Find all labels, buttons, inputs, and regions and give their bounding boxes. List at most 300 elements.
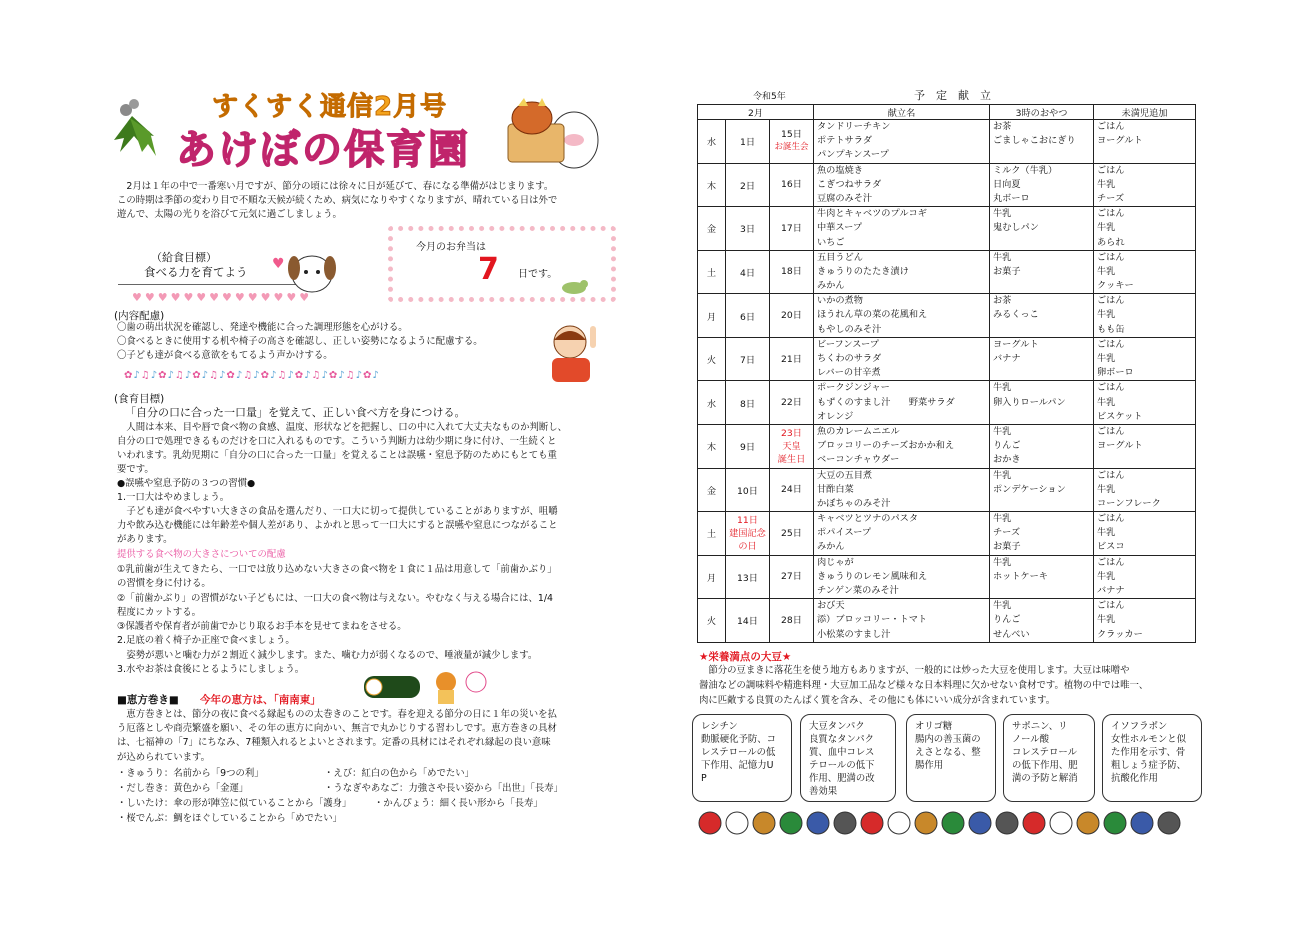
habit-1-line-1: 子ども達が食べやすい大きさの食品を選んだり、一口大に切って提供していることがありますが、咀嚼 [117,506,558,517]
menu-extra-item: 卵ボーロ [1097,367,1134,379]
ingredient-shrimp: ・えび：紅白の色から「めでたい」 [324,768,475,779]
menu-dishes-cell [814,120,990,164]
menu-extra-cell [1094,555,1196,599]
menu-snack-item: みるくっこ [993,309,1039,321]
day-of-week: 月 [698,555,726,599]
menu-snack-item: チーズ [993,527,1021,539]
bubble-isoflavone [1102,714,1202,802]
setsubun-item-icon [699,812,721,834]
setsubun-item-icon [1158,812,1180,834]
menu-dishes-item: もやしのみそ汁 [817,323,882,335]
menu-dishes-item: こぎつねサラダ [817,178,882,190]
bubble-isoflavone-title: イソフラボン [1111,721,1168,732]
menu-snack-cell [990,207,1094,251]
menu-extra-cell [1094,381,1196,425]
bubble-text: テロールの低下 [809,760,875,771]
menu-extra-item: ごはん [1097,425,1125,437]
setsubun-item-icon [1077,812,1099,834]
setsubun-item-icon [753,812,775,834]
header-month: 2月 [698,105,814,120]
day-of-week: 土 [698,250,726,294]
menu-snack-cell [990,163,1094,207]
ehoumaki-oni-icon [360,666,496,706]
menu-extra-item: ビスコ [1097,541,1125,553]
menu-snack-item: 鬼むしパン [993,222,1039,234]
menu-dishes-item: レバーの甘辛煮 [817,367,881,379]
day-of-week: 金 [698,207,726,251]
food-goal-lead: 「自分の口に合った一口量」を覚えて、正しい食べ方を身につける。 [125,406,466,419]
setsubun-item-icon [861,812,883,834]
menu-row [698,337,1196,381]
menu-extra-item: ごはん [1097,382,1125,394]
holiday-text: 天皇 [782,440,801,452]
menu-extra-item: ごはん [1097,295,1125,307]
bird-icon [556,276,596,296]
setsubun-item-icon [942,812,964,834]
menu-extra-item: ごはん [1097,600,1125,612]
ehou-heading: ■恵方巻き■ [117,694,179,706]
menu-extra-item: ごはん [1097,338,1125,350]
setsubun-item-icon [1023,812,1045,834]
menu-extra-cell [1094,120,1196,164]
menu-snack-item [993,584,1090,598]
date-second [770,294,814,338]
menu-snack-item [993,236,1090,250]
habit-1: 1.一口大はやめましょう。 [117,492,230,503]
menu-extra-item: ごはん [1097,251,1125,263]
size-heading: 提供する食べ物の大きさについての配慮 [117,549,286,560]
menu-dishes-item: 魚のカレームニエル [817,425,900,437]
menu-dishes-item: ブロッコリーのチーズおかか和え [817,440,955,452]
bubble-text: の低下作用、肥 [1012,760,1078,771]
holiday-cell [770,424,814,468]
menu-extra-cell [1094,250,1196,294]
date-first: 8日 [726,381,770,425]
menu-row [698,468,1196,512]
menu-extra-item: ヨーグルト [1097,440,1143,452]
menu-dishes-item: ポパイスープ [817,527,872,539]
menu-extra-item: あられ [1097,236,1125,248]
menu-dishes-item: チンゲン菜のみそ汁 [817,585,899,596]
bubble-lecithin-title: レシチン [701,721,738,732]
menu-dishes-item: きゅうりのたたき漬け [817,265,909,277]
date-first: 2日 [726,163,770,207]
bubble-soy-protein-title: 大豆タンパク [809,721,865,732]
date-second-text: 27日 [781,571,802,583]
birthday-party-label: お誕生会 [774,142,809,153]
size-line-3: ②「前歯かぶり」の習慣がない子どもには、一口大の食べ物は与えない。やむなく与える場合には、1/4 [117,593,553,604]
menu-snack-item: 卵入りロールパン [993,396,1066,408]
habit-2: 2.足底の着く椅子か正座で食べましょう。 [117,635,295,646]
menu-row [698,555,1196,599]
setsubun-oni-icon [498,96,610,172]
day-of-week: 土 [698,512,726,556]
menu-row [698,207,1196,251]
holiday-text: 11日 [737,514,758,526]
date-second-text: 21日 [781,353,802,365]
menu-header-row [698,105,1196,120]
menu-snack-item: 牛乳 [993,513,1012,525]
menu-dishes-item: 添）ブロッコリー・トマト [817,614,928,626]
food-goal-line-2: 自分の口で処理できるものだけを口に入れるものです。こういう判断力は幼少期に身に付け、一生続くと [117,436,557,447]
date-second [770,512,814,556]
menu-snack-item: ごましゃこおにぎり [993,135,1076,147]
setsubun-item-icon [996,812,1018,834]
date-second-text: 18日 [781,266,802,278]
size-line-1: ①乳前歯が生えてきたら、一口では放り込めない大きさの食べ物を１食に１品は用意して「前歯かぶり」 [117,564,557,575]
menu-row [698,120,1196,164]
menu-extra-item: ごはん [1097,513,1125,525]
date-second [770,381,814,425]
ehou-line-4: が込められています。 [117,752,210,763]
menu-dishes-cell [814,468,990,512]
date-second-text: 17日 [781,222,802,234]
lunch-day: 7 [478,252,499,287]
music-note-decoration: ✿♪♫♪✿♪♫♪✿♪♫♪✿♪♫♪✿♪♫♪✿♪♫♪✿♪♫♪✿♪ [124,370,380,381]
menu-extra-item: 牛乳 [1097,353,1116,364]
menu-table [697,104,1196,643]
bubble-lecithin [692,714,792,802]
menu-dishes-item: いかの煮物 [817,295,863,307]
menu-dishes-cell [814,207,990,251]
menu-extra-item: 牛乳 [1097,614,1116,626]
menu-extra-item: ごはん [1097,469,1125,481]
consideration-2: 〇食べるときに使用する机や椅子の高さを確認し、正しい姿勢になるように配慮する。 [117,336,483,347]
menu-dishes-item: ビーフンスープ [817,338,879,350]
menu-snack-item: りんご [993,614,1021,626]
day-of-week: 火 [698,599,726,643]
setsubun-item-icon [726,812,748,834]
menu-snack-item: バナナ [993,353,1021,364]
bubble-text: 質、血中コレス [809,747,875,758]
holiday-text: の日 [738,540,757,552]
menu-extra-item: ごはん [1097,556,1125,568]
menu-extra-item: クラッカー [1097,628,1143,640]
era-year: 令和5年 [753,92,786,102]
menu-snack-item: ホットケーキ [993,570,1048,582]
menu-snack-cell [990,337,1094,381]
ingredient-eel: ・うなぎやあなご：力強さや長い姿から「出世」「長寿」 [324,783,564,794]
menu-row [698,381,1196,425]
menu-dishes-item: ベーコンチャウダー [817,454,900,466]
nutrition-heading: ★栄養満点の大豆★ [699,651,792,663]
menu-extra-cell [1094,163,1196,207]
menu-dishes-item: オレンジ [817,410,854,422]
menu-snack-item: ミルク（牛乳） [993,164,1058,176]
food-goal-heading: (食育目標) [114,393,165,405]
menu-extra-item: コーンフレーク [1097,497,1161,509]
bubble-oligosaccharide-title: オリゴ糖 [915,721,953,732]
menu-snack-item: 丸ボーロ [993,192,1030,204]
meal-goal-text: 食べる力を育てよう [144,265,248,279]
menu-snack-item: おかき [993,454,1021,466]
menu-row [698,512,1196,556]
bubble-text: P [701,773,707,784]
menu-extra-item: 牛乳 [1097,178,1116,190]
bubble-text: 下作用、記憶力U [701,760,774,771]
date-second-text: 22日 [781,397,802,409]
bubble-saponin-title: サポニン、リ [1012,721,1068,732]
menu-snack-item: お茶 [993,295,1012,307]
holiday-text: 23日 [781,427,802,439]
intro-line-1: 2月は１年の中で一番寒い月ですが、節分の頃には徐々に日が延びて、春になる準備がはじまります。 [117,181,554,192]
menu-dishes-item: いちご [817,236,845,248]
menu-extra-cell [1094,468,1196,512]
menu-extra-item: ビスケット [1097,410,1143,422]
date-second [770,207,814,251]
date-second [770,555,814,599]
habit-2-body: 姿勢が悪いと噛む力が２割近く減少します。また、噛む力が弱くなるので、唾液量が減少します。 [117,650,538,661]
menu-dishes-item: きゅうりのレモン風味和え [817,570,928,582]
menu-dishes-cell [814,555,990,599]
menu-extra-item: ごはん [1097,121,1125,132]
holly-icon [104,96,166,164]
header-extra: 未満児追加 [1094,105,1196,120]
bubble-text: レステロールの低 [701,747,776,758]
menu-dishes-item: 肉じゃが [817,556,854,568]
bubble-text: コレステロール [1012,747,1077,758]
setsubun-decoration-row-icon [696,808,1196,838]
date-first: 14日 [726,599,770,643]
menu-snack-cell [990,294,1094,338]
habit-1-line-2: 力や飲み込む機能には年齢差や個人差があり、よかれと思って一口大にすると誤嚥や窒息につながること [117,520,558,531]
menu-snack-item: 牛乳 [993,382,1012,394]
menu-snack-item [993,148,1090,162]
menu-dishes-item: 魚の塩焼き [817,164,863,176]
menu-dishes-item: ポテトサラダ [817,135,873,147]
consideration-1: 〇歯の萌出状況を確認し、発達や機能に合った調理形態を心がける。 [117,322,408,333]
menu-snack-item [993,279,1090,293]
ingredient-cucumber: ・きゅうり：名前から「9つの利」 [117,768,264,779]
menu-snack-item: 日向夏 [993,178,1021,190]
ingredient-dashimaki: ・だし巻き：黄色から「金運」 [117,783,249,794]
nursery-name: あけぼの保育園 [176,127,470,173]
setsubun-item-icon [834,812,856,834]
menu-extra-item: 牛乳 [1097,265,1116,277]
menu-dishes-item: キャベツとツナのパスタ [817,513,919,525]
date-first: 4日 [726,250,770,294]
date-first: 1日 [726,120,770,164]
menu-row [698,599,1196,643]
menu-snack-item [993,323,1090,337]
bubble-text: 抗酸化作用 [1111,773,1158,784]
bubble-text: 腸内の善玉菌の [915,734,981,745]
consideration-heading: (内容配慮) [114,310,165,322]
menu-dishes-item: ほうれん草の菜の花風和え [817,309,928,321]
date-second [770,599,814,643]
holiday-text: 建国記念 [729,527,766,539]
menu-dishes-item: かぼちゃのみそ汁 [817,497,891,509]
bubble-text: 満の予防と解消 [1012,773,1078,784]
date-first: 10日 [726,468,770,512]
date-first: 13日 [726,555,770,599]
menu-snack-cell [990,512,1094,556]
intro-line-2: この時期は季節の変わり目で不順な天候が続くため、病気になりやすくなりますが、晴れている日は外で [117,195,558,206]
menu-dishes-item: 小松菜のすまし汁 [817,628,891,640]
date-second [770,120,814,164]
menu-extra-item: 牛乳 [1097,527,1116,539]
menu-row [698,424,1196,468]
date-second [770,163,814,207]
menu-dishes-item: ちくわのサラダ [817,353,882,364]
intro-line-3: 遊んで、太陽の光りを浴びて元気に過ごしましょう。 [117,209,342,220]
ingredient-kanpyo: ・かんぴょう：細く長い形から「長寿」 [374,798,543,809]
menu-row [698,294,1196,338]
menu-snack-cell [990,250,1094,294]
svg-text:♥: ♥ [272,256,285,272]
consideration-3: 〇子ども達が食べる意欲をもてるよう声かけする。 [117,350,333,361]
date-second [770,337,814,381]
menu-dishes-item: みかん [817,541,845,553]
date-second [770,468,814,512]
menu-dishes-cell [814,337,990,381]
day-of-week: 金 [698,468,726,512]
girl-character-icon [540,322,608,384]
setsubun-item-icon [888,812,910,834]
date-first: 6日 [726,294,770,338]
menu-snack-cell [990,120,1094,164]
menu-extra-item: 牛乳 [1097,309,1116,321]
menu-dishes-item: 牛肉とキャベツのプルコギ [817,208,927,220]
menu-snack-cell [990,599,1094,643]
setsubun-item-icon [1050,812,1072,834]
menu-snack-cell [990,468,1094,512]
menu-extra-item [1097,453,1192,467]
setsubun-item-icon [915,812,937,834]
date-second [770,250,814,294]
menu-snack-item: ヨーグルト [993,338,1039,350]
bubble-saponin [1003,714,1095,802]
menu-snack-item [993,497,1090,511]
menu-dishes-item: パンプキンスープ [817,149,889,161]
ehou-line-2: う厄落としや商売繁盛を願い、その年の恵方に向かい、無言で丸かじりする習わしです。恵方巻きの具材 [117,723,557,734]
header-dishes: 献立名 [814,105,990,120]
menu-extra-cell [1094,424,1196,468]
day-of-week: 水 [698,120,726,164]
menu-snack-item: お茶 [993,121,1012,132]
menu-extra-cell [1094,599,1196,643]
menu-row [698,163,1196,207]
ehou-line-1: 恵方巻きとは、節分の夜に食べる縁起ものの太巻きのことです。春を迎える節分の日に１年の災いを払 [117,709,557,720]
menu-extra-item: ごはん [1097,164,1125,176]
menu-snack-item: 牛乳 [993,469,1012,481]
menu-extra-item: 牛乳 [1097,396,1116,408]
menu-title: 予 定 献 立 [914,89,991,102]
bubble-oligosaccharide [906,714,996,802]
header-snack: 3時のおやつ [990,105,1094,120]
setsubun-item-icon [780,812,802,834]
setsubun-item-icon [1104,812,1126,834]
menu-extra-cell [1094,337,1196,381]
bubble-text: 動脈硬化予防、コ [701,734,777,745]
menu-extra-item: バナナ [1097,585,1125,596]
menu-dishes-item: 五目うどん [817,251,863,263]
menu-snack-item: 牛乳 [993,208,1012,220]
date-first: 9日 [726,424,770,468]
ingredient-sakuradenbu: ・桜でんぶ：鯛をほぐしていることから「めでたい」 [117,813,343,824]
bubble-text: 善効果 [809,786,838,797]
size-line-4: 程度にカットする。 [117,607,202,618]
lunch-label: 今月のお弁当は [416,242,486,253]
setsubun-item-icon [1131,812,1153,834]
menu-extra-item: 牛乳 [1097,483,1116,495]
bubble-text: 粗しょう症予防、 [1111,760,1187,771]
bubble-text: 腸作用 [915,760,944,771]
date-second-text: 15日 [781,129,802,141]
day-of-week: 木 [698,163,726,207]
size-line-2: の習慣を身に付ける。 [117,578,211,589]
menu-extra-item: チーズ [1097,192,1125,204]
date-second-text: 16日 [781,179,802,191]
menu-snack-cell [990,424,1094,468]
menu-extra-item: もも缶 [1097,323,1125,335]
nutrition-line-3: 肉に匹敵する良質のたんぱく質を含み、その他にも体にいい成分が含まれています。 [699,695,1056,706]
menu-extra-item: 牛乳 [1097,222,1116,234]
menu-snack-cell [990,381,1094,425]
date-second-text: 24日 [781,484,802,496]
menu-dishes-item: 中華スープ [817,222,863,234]
menu-snack-item: 牛乳 [993,600,1012,612]
habit-3: 3.水やお茶は食後にとるようにしましょう。 [117,664,305,675]
menu-dishes-cell [814,599,990,643]
menu-extra-cell [1094,294,1196,338]
habits-heading: ●誤嚥や窒息予防の３つの習慣● [117,478,256,489]
food-goal-line-3: いわれます。乳幼児期に「自分の口に合った一口量」を覚えることは誤嚥・窒息予防のためにもとても重 [117,450,557,461]
menu-extra-item: ヨーグルト [1097,135,1143,147]
menu-dishes-item: 大豆の五目煮 [817,469,873,481]
bubble-text: えさとなる、整 [915,747,981,758]
menu-snack-item: ポンデケーション [993,483,1066,495]
day-of-week: 木 [698,424,726,468]
heart-row-decoration: ♥♥♥♥♥♥♥♥♥♥♥♥♥♥ [132,291,313,304]
size-line-5: ③保護者や保育者が前歯でかじり取るお手本を見せてまねをさせる。 [117,621,407,632]
menu-dishes-item: 甘酢白菜 [817,483,854,495]
menu-snack-item: お菓子 [993,265,1021,277]
menu-snack-item [993,410,1090,424]
food-goal-line-4: 要です。 [117,464,154,475]
menu-extra-cell [1094,512,1196,556]
food-goal-line-1: 人間は本来、目や唇で食べ物の食感、温度、形状などを把握し、口の中に入れて大丈夫なものか判断し、 [117,422,568,433]
date-second-text: 25日 [781,527,802,539]
menu-extra-item: クッキー [1097,280,1134,292]
menu-snack-item: せんべい [993,628,1030,640]
nutrition-line-2: 醤油などの調味料や精進料理・大豆加工品など様々な日本料理に欠かせない食材です。植物の中では唯一、 [699,680,1149,691]
date-second-text: 20日 [781,310,802,322]
menu-extra-item: 牛乳 [1097,570,1116,582]
day-of-week: 水 [698,381,726,425]
setsubun-item-icon [807,812,829,834]
menu-dishes-cell [814,294,990,338]
menu-dishes-cell [814,381,990,425]
holiday-text: 誕生日 [777,453,806,465]
ingredient-shiitake: ・しいたけ：傘の形が陣笠に似ていることから「護身」 [117,798,352,809]
holiday-cell [726,512,770,556]
menu-snack-cell [990,555,1094,599]
menu-snack-item [993,366,1090,380]
ehou-direction: 今年の恵方は、「南南東」 [200,694,321,706]
menu-row [698,250,1196,294]
menu-snack-item: りんご [993,440,1021,452]
date-second-text: 28日 [781,614,802,626]
menu-dishes-cell [814,163,990,207]
menu-dishes-item: もずくのすまし汁 野菜サラダ [817,396,955,408]
bubble-text: 女性ホルモンと似 [1111,734,1187,745]
day-of-week: 火 [698,337,726,381]
ehou-line-3: は、七福神の「7」にちなみ、7種類入れるとよいとされます。定番の具材にはそれぞれ縁起の良い意味 [117,737,551,748]
menu-dishes-item: ポークジンジャー [817,382,890,394]
newsletter-title: すくすく通信2月号 [212,92,448,122]
menu-snack-item: 牛乳 [993,251,1012,263]
